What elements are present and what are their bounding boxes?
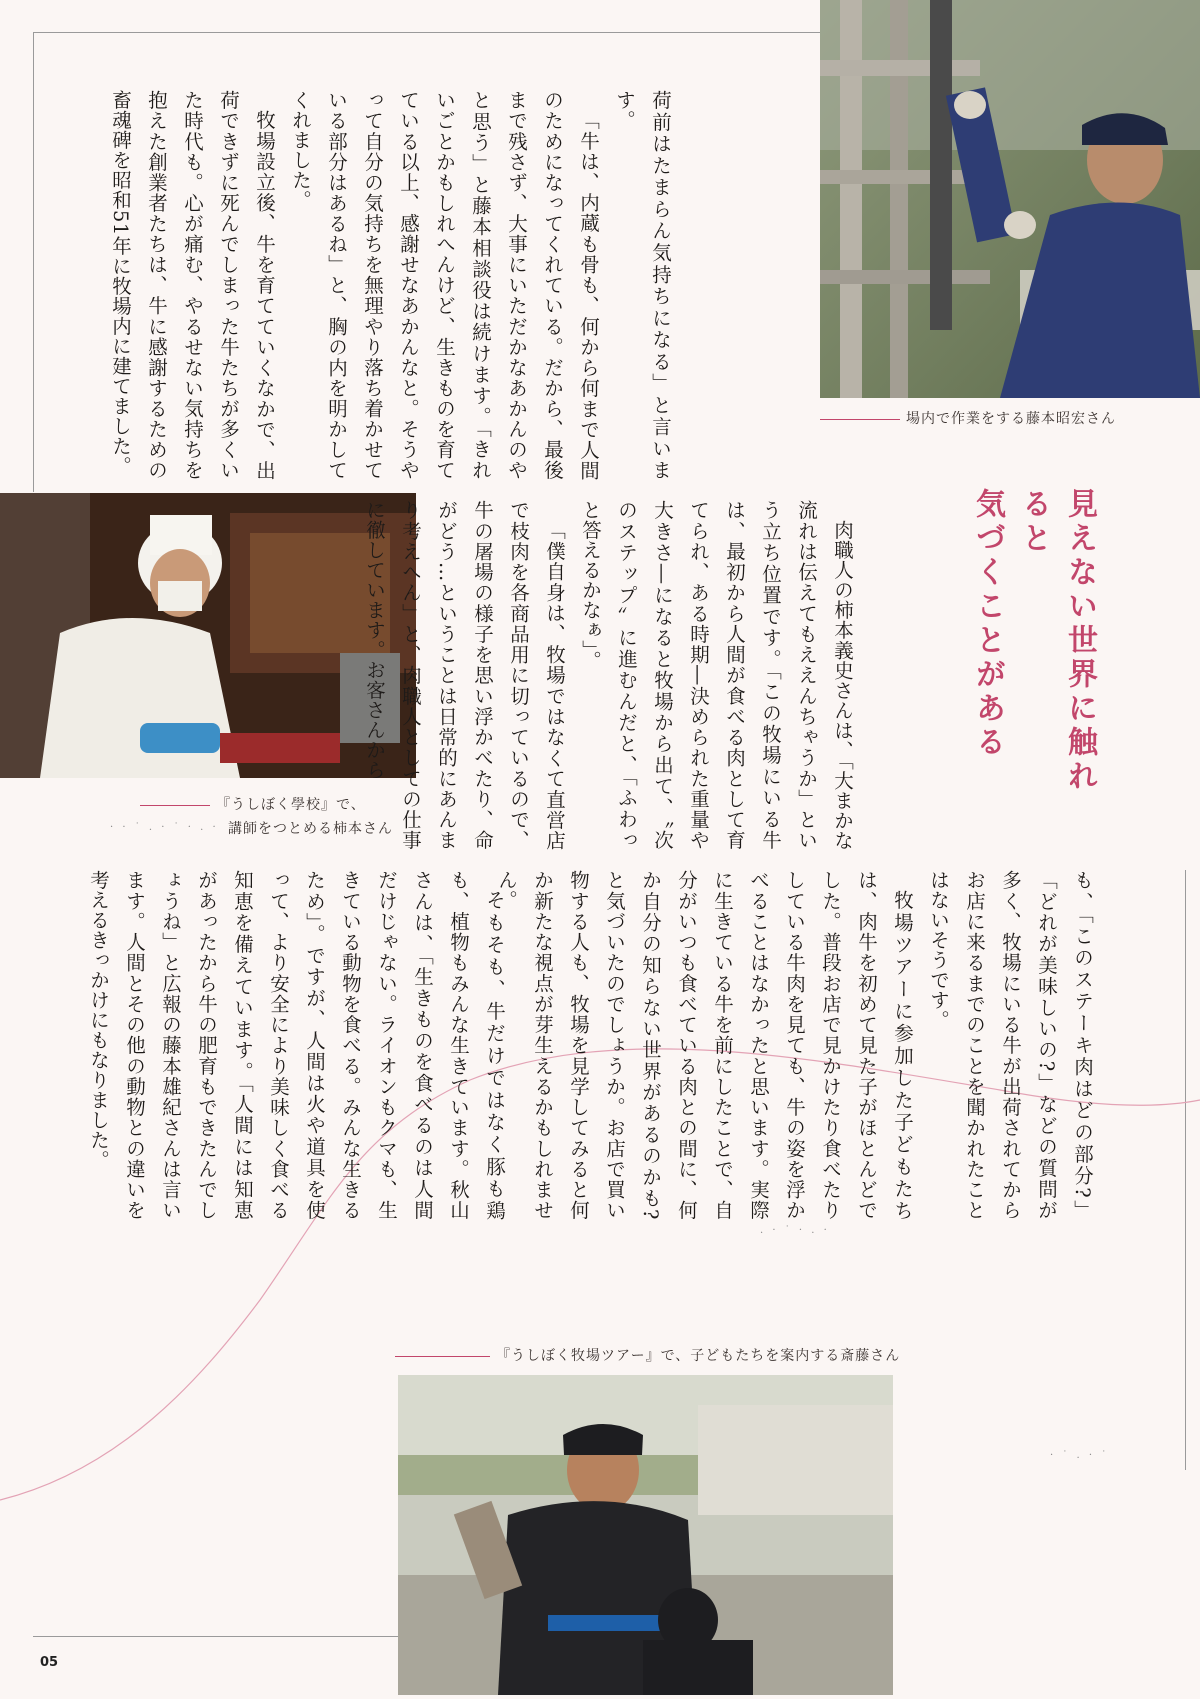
decorative-speckles: · · ˙ . · ˙ · . · (110, 822, 219, 833)
caption-top-right (820, 408, 1116, 428)
paragraph: も、「このステーキ肉はどの部分?」「どれが美味しいの?」などの質問が多く、牧場にいる牛が出荷されてからお店に来るまでのことを聞かれたことはないそうです。 (927, 870, 1094, 1220)
paragraph: そもそも、牛だけではなく豚も鶏も、植物もみんな生きています。秋山さんは、「生きものを食べるのは人間だけじゃない。ライオンもクマも、生きている動物を食べる。みんな生きるため」。ですが、人間は火や道具を使って、より安全により美味しく食べる知恵を備えています。「人間には知恵があったから牛の肥育もできたんでしょうね」と広報の藤本雄紀さんは言います。人間とその他の動物との違いを考えるきっかけにもなりました。 (87, 870, 506, 1220)
heading-line-2: 気づくことがある (970, 488, 1005, 760)
photo-chef (0, 493, 416, 778)
decorative-speckles: . · ˙ · . · (760, 1225, 830, 1236)
paragraph: 牧場設立後、牛を育てていくなかで、出荷できずに死んでしまった牛たちが多くいた時代も。心が痛む、やるせない気持ちを抱えた創業者たちは、牛に感謝するための畜魂碑を昭和51年に牧場内に建てました。 (109, 90, 276, 480)
photo-worker-at-gate (820, 0, 1200, 398)
caption-rule (395, 1356, 490, 1357)
caption-left-text1: 『うしぼく學校』で、 (216, 797, 366, 813)
body-block-top (98, 90, 678, 480)
paragraph: 牧場ツアーに参加した子どもたちは、肉牛を初めて見た子がほとんどでした。普段お店で見かけたり食べたりしている牛肉を見ても、牛の姿を浮かべることはなかったと思います。実際に生きている牛を前にしたことで、自分がいつも食べている肉との間に、何か自分の知らない世界があるのかも?と気づいたのでしょうか。お店で買い物する人も、牧場を見学してみると何か新たな視点が芽生えるかもしれません。 (495, 870, 914, 1220)
paragraph: 肉職人の柿本義史さんは、「大まかな流れは伝えてもええんちゃうか」という立ち位置です。「この牧場にいる牛は、最初から人間が食べる肉として育てられ、ある時期―決められた重量や大きさ―になると牧場から出て、〝次のステップ〟に進むんだと、「ふわっと答えるかなぁ」。 (579, 500, 854, 850)
decorative-speckles: · ˙ . · ˙ (1050, 1450, 1110, 1461)
caption-rule (140, 805, 210, 806)
caption-left-text2: 講師をつとめる柿本さん (228, 821, 393, 837)
photo-farm-tour-guide (398, 1375, 893, 1695)
paragraph: 「僕自身は、牧場ではなくて直営店で枝肉を各商品用に切っているので、牛の屠場の様子を思い浮かべたり、命がどう…ということは日常的にあんまり考えへん」と、肉職人としての仕事に徹しています。お客さんから (363, 500, 566, 850)
body-block-middle (363, 500, 860, 850)
caption-top-right-text: 場内で作業をする藤本昭宏さん (906, 411, 1116, 427)
caption-bottom (395, 1345, 900, 1365)
body-block-lower-left (87, 870, 512, 1220)
body-block-lower-right (495, 870, 1100, 1220)
paragraph: 荷前はたまらん気持ちになる」と言います。 (613, 90, 672, 480)
caption-bottom-text: 『うしぼく牧場ツアー』で、子どもたちを案内する斎藤さん (496, 1348, 901, 1364)
section-heading (970, 488, 1102, 808)
page-number: 05 (40, 1655, 59, 1670)
paragraph: 「牛は、内蔵も骨も、何から何まで人間のためになってくれている。だから、最後まで残さず、大事にいただかなあかんのやと思う」と藤本相談役は続けます。「きれいごとかもしれへんけど、生きものを育てている以上、感謝せなあかんなと。そうやって自分の気持ちを無理やり落ち着かせている部分はあるね」と、胸の内を明かしてくれました。 (289, 90, 600, 480)
caption-rule (820, 419, 900, 420)
heading-line-1: 見えない世界に触れると (1016, 488, 1097, 794)
